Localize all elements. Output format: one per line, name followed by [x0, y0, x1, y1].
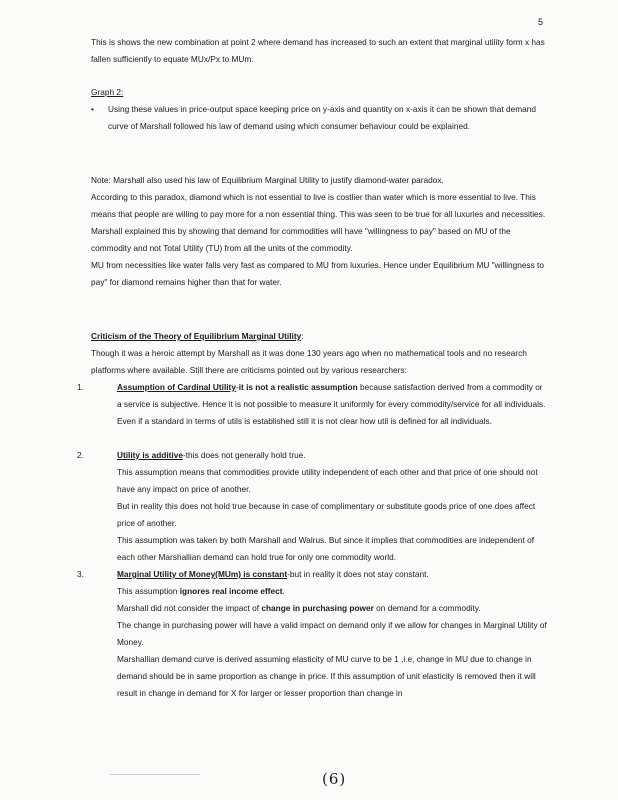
- item-paragraph: This assumption ignores real income effect.: [117, 586, 285, 596]
- item-paragraph: Even if a standard in terms of utils is established still it is not clear how util is defined for all individuals.: [117, 416, 492, 426]
- item-paragraph: Marshall did not consider the impact of change in purchasing power on demand for a commodity.: [117, 603, 481, 613]
- item-title: Utility is additive: [117, 450, 183, 460]
- note-paragraph-4: MU from necessities like water falls very fast as compared to MU from luxuries. Hence under Equilibrium MU "willingness to pay" for diamond remains higher than that for water.: [91, 260, 544, 287]
- item-paragraph: Marshallian demand curve is derived assuming elasticity of MU curve to be 1 ,i.e, change in MU due to change in demand should be in same proportion as change in price. If this assumption of unit elasticity is removed then it will result in change in demand for X for larger or lesser proportion than change in: [117, 654, 536, 698]
- graph2-bullet: [91, 101, 549, 135]
- note-paragraph-2: According to this paradox, diamond which is not essential to live is costlier than water which is more essential to live. This means that people are willing to pay more for a non essential thing. This was seen to be true for all luxuries and necessities.: [91, 192, 546, 219]
- scan-smudge: [110, 774, 200, 775]
- note-paragraph-3: Marshall explained this by showing that demand for commodities will have "willingness to pay" based on MU of the commodity and not Total Utility (TU) from all the units of the commodity.: [91, 226, 511, 253]
- criticism-intro: Though it was a heroic attempt by Marshall as it was done 130 years ago when no mathematical tools and no research platforms where available. Still there are criticisms pointed out by various researchers:: [91, 348, 527, 375]
- intro-text: This is shows the new combination at point 2 where demand has increased to such an extent that marginal utility form x has fallen sufficiently to equate MUx/Px to MUm.: [91, 37, 545, 64]
- criticism-heading: Criticism of the Theory of Equilibrium Marginal Utility: [91, 331, 302, 341]
- note-paragraph-1: Note: Marshall also used his law of Equilibrium Marginal Utility to justify diamond-water paradox.: [91, 175, 444, 185]
- handwritten-page-number: (6): [322, 770, 347, 788]
- bullet-marker: •: [91, 104, 94, 114]
- item-paragraph: But in reality this does not hold true because in case of complimentary or substitute goods price of one does affect price of another.: [117, 501, 536, 528]
- criticism-heading-line: Criticism of the Theory of Equilibrium Marginal Utility:: [91, 331, 304, 341]
- criticism-item-2: [77, 447, 549, 566]
- intro-paragraph: [91, 34, 549, 68]
- item-title: Marginal Utility of Money(MUm) is constant: [117, 569, 288, 579]
- graph2-heading: Graph 2:: [91, 87, 124, 97]
- item-number: 3.: [77, 569, 84, 579]
- graph2-section: [91, 84, 549, 135]
- item-paragraph: This assumption means that commodities provide utility independent of each other and that price of one should not have any impact on price of another.: [117, 467, 538, 494]
- item-emphasis: it is not a realistic assumption: [238, 382, 358, 392]
- graph2-text: Using these values in price-output space keeping price on y-axis and quantity on x-axis it can be shown that demand curve of Marshall followed his law of demand using which consumer behaviour could be explained.: [108, 104, 536, 131]
- item-text: because satisfaction derived from a commodity or a service is subjective. Hence it is not possible to measure it uniformly for every commodity/service for all individuals.: [117, 382, 546, 409]
- item-paragraph: This assumption was taken by both Marshall and Walrus. But since it implies that commodities are independent of each other Marshallian demand can hold true for only one commodity world.: [117, 535, 535, 562]
- item-title: Assumption of Cardinal Utility: [117, 382, 236, 392]
- item-text: -this does not generally hold true.: [182, 450, 306, 460]
- note-section: [91, 172, 549, 291]
- criticism-item-3: [77, 566, 549, 702]
- item-number: 2.: [77, 450, 84, 460]
- criticism-section: [77, 328, 549, 702]
- item-number: 1.: [77, 382, 84, 392]
- item-text: -but in reality it does not stay constant.: [287, 569, 429, 579]
- item-paragraph: The change in purchasing power will have a valid impact on demand only if we allow for changes in Marginal Utility of Money.: [117, 620, 547, 647]
- page-number: 5: [538, 17, 544, 27]
- criticism-item-1: 1. Assumption of Cardinal Utility-it is not a realistic assumption because satisfaction derived from a commodity or a service is subjective. Hence it is not possible to measure it uniformly for every commodity/service for all individuals. Even if a standard in terms of utils is established still it is not clear how util is defined for all individuals.: [91, 379, 549, 430]
